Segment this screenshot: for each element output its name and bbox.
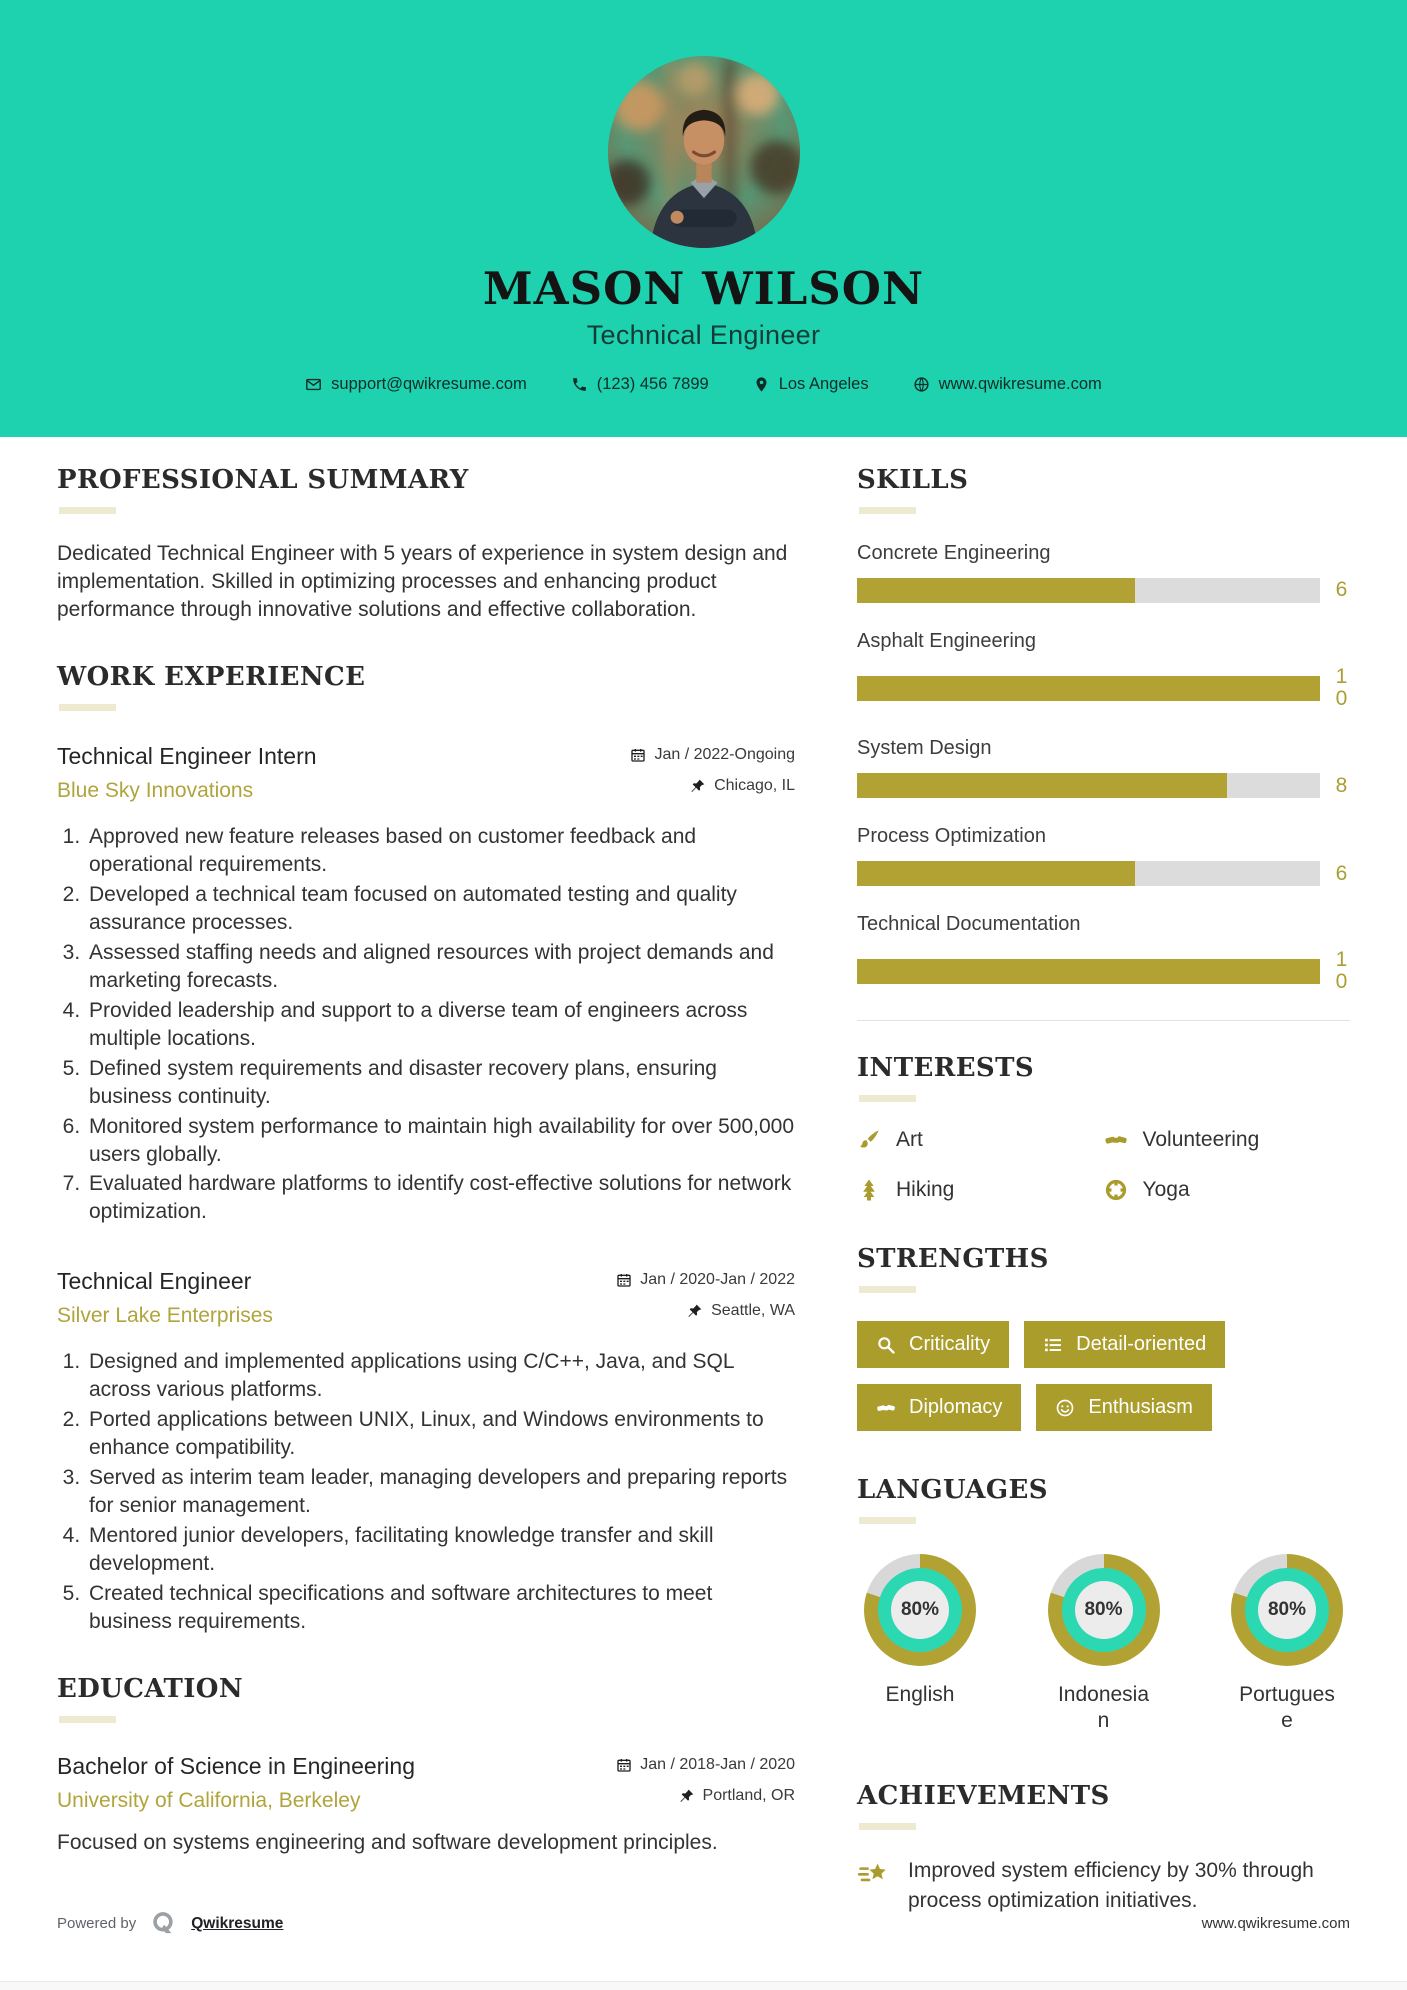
skills-section — [857, 465, 1350, 993]
summary-heading: PROFESSIONAL SUMMARY — [57, 465, 469, 495]
education-location-text: Portland, OR — [702, 1786, 795, 1804]
language-item — [861, 1554, 979, 1735]
contact-icon — [571, 376, 588, 393]
language-item — [1045, 1554, 1163, 1735]
contact-icon — [305, 376, 322, 393]
strength-chip — [1024, 1321, 1225, 1368]
skill-name: Asphalt Engineering — [857, 630, 1037, 652]
skill-value: 10 — [1335, 948, 1348, 994]
calendar-icon — [630, 747, 646, 763]
contact-item — [753, 375, 869, 394]
strengths-list — [857, 1321, 1350, 1431]
achievement-item — [857, 1856, 1350, 1917]
job-entry — [57, 743, 795, 1226]
job-date-text: Jan / 2020-Jan / 2022 — [640, 1271, 795, 1289]
strength-chip — [1036, 1384, 1212, 1431]
job-bullets — [57, 823, 795, 1226]
skill-name: Process Optimization — [857, 825, 1046, 848]
job-bullet: 3. Served as interim team leader, managing developers and preparing reports for senior management. — [86, 1464, 795, 1520]
language-label: Indonesian — [1057, 1683, 1150, 1733]
job-meta — [616, 1268, 795, 1320]
skill-value: 8 — [1335, 773, 1348, 797]
pushpin-icon — [690, 778, 706, 794]
job-meta — [630, 743, 795, 795]
skill-row — [857, 630, 1350, 710]
skill-name: System Design — [857, 737, 992, 760]
achievements-heading: ACHIEVEMENTS — [857, 1780, 1110, 1811]
skill-row — [857, 913, 1350, 993]
qwikresume-brand-link[interactable]: Qwikresume — [191, 1914, 284, 1932]
skill-row — [857, 542, 1350, 603]
education-date — [616, 1756, 795, 1774]
language-donut — [864, 1554, 976, 1666]
left-column — [57, 465, 795, 1910]
strength-chip — [857, 1321, 1009, 1368]
contact-item — [305, 375, 527, 394]
job-location-text: Chicago, IL — [714, 777, 795, 795]
skill-bar-fill — [857, 959, 1320, 984]
job-title: Technical Engineer — [57, 1268, 252, 1295]
job-entry — [57, 1268, 795, 1635]
skill-row — [857, 737, 1350, 798]
heading-underline — [859, 1286, 916, 1293]
language-item — [1228, 1554, 1346, 1735]
language-label: English — [885, 1683, 955, 1707]
languages-section — [857, 1475, 1350, 1735]
strength-icon — [876, 1335, 896, 1355]
strength-icon — [1055, 1398, 1075, 1418]
skill-bar-fill — [857, 578, 1135, 603]
contact-row — [305, 375, 1102, 394]
achievements-section — [857, 1781, 1350, 1917]
school-name: University of California, Berkeley — [57, 1788, 361, 1812]
job-company: Silver Lake Enterprises — [57, 1304, 273, 1328]
job-title: Technical Engineer Intern — [57, 743, 317, 770]
job-bullet: 2. Ported applications between UNIX, Linux, and Windows environments to enhance compatibility. — [86, 1406, 795, 1462]
heading-underline — [59, 704, 116, 711]
achievement-text: Improved system efficiency by 30% through process optimization initiatives. — [908, 1858, 1314, 1913]
profile-photo-illustration — [608, 56, 800, 248]
contact-icon — [753, 376, 770, 393]
education-date-text: Jan / 2018-Jan / 2020 — [640, 1755, 795, 1773]
skill-name: Concrete Engineering — [857, 542, 1051, 564]
qwikresume-logo-icon — [150, 1910, 177, 1937]
job-location — [690, 777, 795, 795]
job-bullet: 5. Created technical specifications and software architectures to meet business requirements. — [86, 1580, 795, 1636]
right-column — [857, 465, 1350, 1913]
interest-icon — [857, 1178, 881, 1202]
skills-heading: SKILLS — [857, 465, 969, 495]
contact-text: (123) 456 7899 — [596, 375, 709, 393]
page-bottom-edge — [0, 1981, 1407, 1990]
heading-underline — [859, 1517, 916, 1524]
heading-underline — [859, 507, 916, 514]
job-date — [616, 1271, 795, 1289]
powered-by-label: Powered by — [57, 1915, 137, 1932]
interests-section — [857, 1053, 1350, 1202]
candidate-name: MASON WILSON — [482, 262, 925, 315]
languages-heading: LANGUAGES — [857, 1475, 1048, 1506]
education-meta — [616, 1753, 795, 1805]
job-bullet: 1. Approved new feature releases based on customer feedback and operational requirements. — [86, 823, 795, 879]
strengths-heading: STRENGTHS — [857, 1244, 1049, 1275]
job-date-text: Jan / 2022-Ongoing — [654, 746, 795, 764]
experience-section — [57, 662, 795, 1635]
education-location — [679, 1787, 795, 1805]
job-date — [630, 746, 795, 764]
summary-text: Dedicated Technical Engineer with 5 years of experience in system design and implementation. Skilled in optimizing processes and enhancing product performance through innovative solutions and effective collaboration. — [57, 542, 788, 622]
strengths-section — [857, 1244, 1350, 1431]
job-location — [687, 1302, 795, 1320]
skill-bar-fill — [857, 861, 1135, 886]
education-entry — [57, 1753, 795, 1857]
interests-list — [857, 1128, 1350, 1202]
job-bullet: 2. Developed a technical team focused on automated testing and quality assurance processes. — [86, 881, 795, 937]
language-donut — [1231, 1554, 1343, 1666]
strength-icon — [1043, 1335, 1063, 1355]
interest-icon — [1104, 1128, 1128, 1152]
calendar-icon — [616, 1272, 632, 1288]
heading-underline — [859, 1095, 916, 1102]
strength-label: Criticality — [909, 1333, 991, 1356]
job-bullet: 7. Evaluated hardware platforms to identify cost-effective solutions for network optimization. — [86, 1170, 795, 1226]
contact-text: support@qwikresume.com — [331, 375, 527, 393]
degree-title: Bachelor of Science in Engineering — [57, 1752, 416, 1779]
achievements-list — [857, 1856, 1350, 1917]
heading-underline — [59, 1716, 116, 1723]
content — [0, 437, 1407, 1913]
calendar-icon — [616, 1757, 632, 1773]
language-donut — [1048, 1554, 1160, 1666]
powered-by — [57, 1910, 283, 1937]
skill-bar — [857, 773, 1320, 798]
interest-label: Yoga — [1142, 1178, 1190, 1202]
languages-list — [857, 1554, 1350, 1735]
skill-bar — [857, 676, 1320, 701]
interest-icon — [857, 1128, 881, 1152]
skill-bar — [857, 578, 1320, 603]
education-description: Focused on systems engineering and software development principles. — [57, 1830, 718, 1854]
interest-label: Art — [896, 1128, 923, 1152]
summary-section — [57, 465, 795, 624]
interest-item — [1104, 1178, 1351, 1202]
interest-item — [1104, 1128, 1351, 1152]
heading-underline — [59, 507, 116, 514]
education-heading: EDUCATION — [57, 1673, 244, 1704]
interest-label: Hiking — [896, 1178, 955, 1202]
experience-heading: WORK EXPERIENCE — [57, 662, 366, 693]
skill-bar-fill — [857, 676, 1320, 701]
job-bullet: 5. Defined system requirements and disaster recovery plans, ensuring business continuity. — [86, 1055, 795, 1111]
job-bullet: 1. Designed and implemented applications using C/C++, Java, and SQL across various platforms. — [86, 1348, 795, 1404]
language-label: Portuguese — [1239, 1683, 1335, 1733]
skill-bar — [857, 861, 1320, 886]
skill-value: 6 — [1335, 578, 1348, 602]
interest-item — [857, 1178, 1104, 1202]
contact-text: Los Angeles — [778, 375, 869, 393]
skills-list — [857, 542, 1350, 993]
job-bullets — [57, 1348, 795, 1635]
skill-row — [857, 825, 1350, 886]
job-bullet: 3. Assessed staffing needs and aligned resources with project demands and marketing forecasts. — [86, 939, 795, 995]
interest-item — [857, 1128, 1104, 1152]
header — [0, 0, 1407, 437]
footer-website: www.qwikresume.com — [1201, 1915, 1350, 1932]
section-divider — [857, 1020, 1350, 1021]
language-percent: 80% — [1075, 1581, 1133, 1639]
skill-bar-fill — [857, 773, 1227, 798]
language-percent: 80% — [1258, 1581, 1316, 1639]
job-bullet: 4. Mentored junior developers, facilitating knowledge transfer and skill development. — [86, 1522, 795, 1578]
skill-name: Technical Documentation — [857, 913, 1081, 936]
contact-item — [913, 375, 1102, 394]
strength-chip — [857, 1384, 1021, 1431]
heading-underline — [859, 1823, 916, 1830]
interests-heading: INTERESTS — [857, 1053, 1035, 1084]
contact-item — [571, 375, 709, 394]
pushpin-icon — [687, 1303, 703, 1319]
skill-value: 10 — [1335, 665, 1348, 711]
shooting-star-icon — [857, 1858, 891, 1892]
pushpin-icon — [679, 1788, 695, 1804]
language-percent: 80% — [891, 1581, 949, 1639]
interest-label: Volunteering — [1142, 1128, 1260, 1152]
footer — [0, 1910, 1407, 1981]
interest-icon — [1104, 1178, 1128, 1202]
skill-bar — [857, 959, 1320, 984]
skill-value: 6 — [1335, 861, 1348, 885]
job-bullet: 4. Provided leadership and support to a diverse team of engineers across multiple locations. — [86, 997, 795, 1053]
candidate-job-title: Technical Engineer — [586, 320, 821, 350]
profile-photo — [608, 56, 800, 248]
strength-label: Enthusiasm — [1088, 1396, 1193, 1419]
job-location-text: Seattle, WA — [711, 1302, 795, 1320]
strength-icon — [876, 1398, 896, 1418]
contact-text: www.qwikresume.com — [938, 375, 1102, 393]
strength-label: Diplomacy — [909, 1396, 1003, 1419]
contact-icon — [913, 376, 930, 393]
education-section — [57, 1674, 795, 1857]
strength-label: Detail-oriented — [1076, 1333, 1207, 1356]
job-bullet: 6. Monitored system performance to maintain high availability for over 500,000 users globally. — [86, 1113, 795, 1169]
job-company: Blue Sky Innovations — [57, 779, 254, 803]
